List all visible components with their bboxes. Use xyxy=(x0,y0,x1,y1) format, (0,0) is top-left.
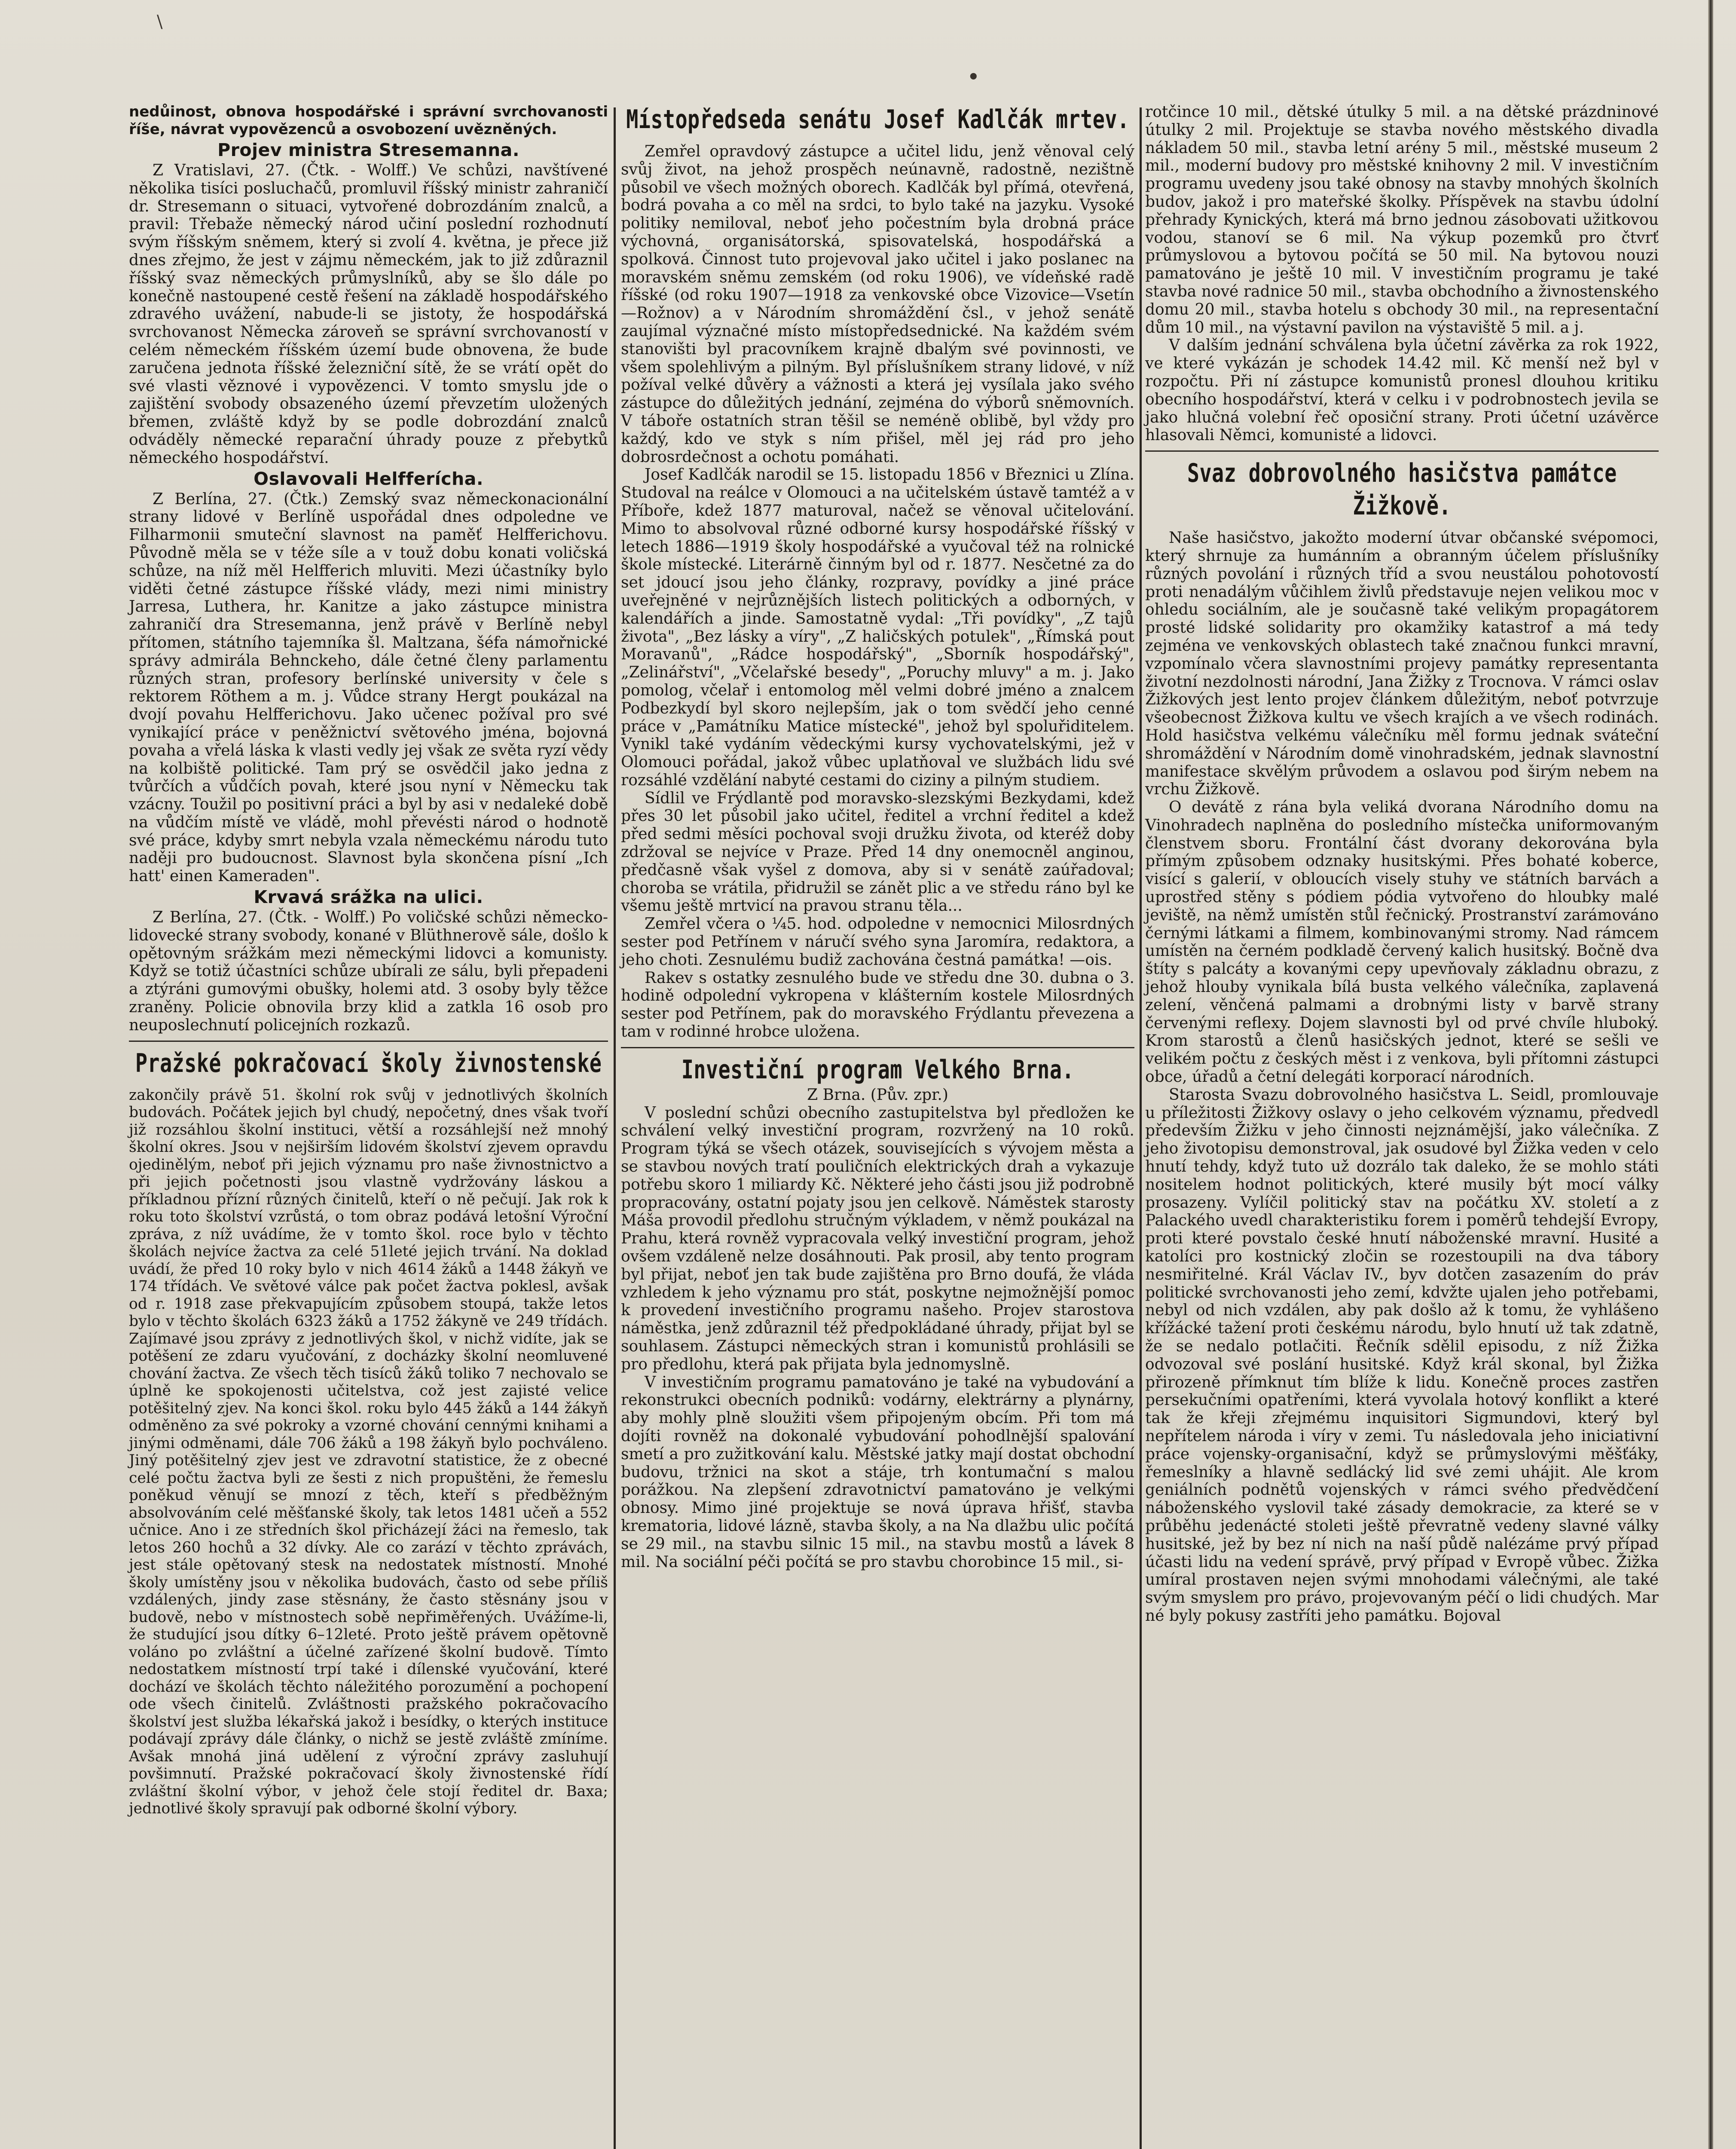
paragraph: Sídlil ve Frýdlantě pod moravsko-slezskými Bezkydami, kdež přes 30 let působil jako učitel, ředitel a vrchní ředitel a kdež před sedmi měsíci pochoval svoji družku života, od kteréž doby zdržoval se nejvíce v Praze. Před 14 dny onemocněl anginou, předčasně však vyšel z domova, aby si v senátě zaúřadoval; choroba se vrátila, přidružil se zánět plic a ve středu ráno byl ke všemu ještě mrtvicí na pravou stranu těla... xyxy=(621,789,1134,915)
column-3 xyxy=(1145,103,1659,1625)
column-rule-2 xyxy=(1140,107,1142,2149)
paragraph: Rakev s ostatky zesnulého bude ve středu dne 30. dubna o 3. hodině odpolední vykropena v klášterním kostele Milosrdných sester pod Petřínem, pak do moravského Frýdlantu převezena a tam v rodinné hrobce uložena. xyxy=(621,969,1134,1041)
dateline: Z Brna. (Pův. zpr.) xyxy=(807,1086,948,1104)
column-rule-1 xyxy=(614,107,616,2149)
paragraph: V poslední schůzi obecního zastupitelstva byl předložen ke schválení velký investiční program, rozvržený na 10 roků. Program týká se všech otázek, souvisejících s vývojem města a se stavbou nových tratí pouličních elektrických drah a vykazuje potřebu skoro 1 miliardy Kč. Některé jeho části jsou již podrobně propracovány, ostatní pojaty jsou jen celkově. Náměstek starosty Máša provodil předlohu stručným výkladem, v němž poukázal na Prahu, která rovněž vypracovala velký investiční program, jehož ovšem vzdáleně nelze dosáhnouti. Pak prosil, aby tento program byl přijat, neboť jen tak bude zajištěna pro Brno doufá, že vláda vzhledem k jeho významu pro stát, poskytne nejmožnější pomoc k provedení investičního programu našeho. Projev starostova náměstka, jenž zdůraznil též předpokládané úhrady, přijat byl se souhlasem. Zástupci německých stran i komunistů prohlásili se pro předlohu, která pak přijata byla jednomyslně. xyxy=(621,1104,1134,1373)
paragraph: Z Vratislavi, 27. (Čtk. - Wolff.) Ve schůzi, navštívené několika tisíci posluchačů, promluvil říšský ministr zahraničí dr. Stresemann o situaci, vytvořené dobrozdáním znalců, a pravil: Třebaže německý národ učiní poslední rozhodnutí svým říšským sněmem, který si zvolí 4. května, je přece již dnes zřejmo, že jest v zájmu německém, jak to již zdůraznil říšský svaz německých průmyslníků, aby se šlo dále po konečně nastoupené cestě řešení na základě hospodářského zdravého uvážení, nabude-li se jistoty, že hospodářská svrchovanost Německa zároveň se správní svrchovaností v celém německém říšském území bude obnovena, že bude zaručena jednota říšské železniční sítě, že se vrátí opět do své vlasti věznové i vypovězenci. V tomto smyslu jde o zajištění svobody obsazeného území převzetím uložených břemen, zvláště když by se podle dobrozdání znalců odváděly německé reparační úhrady pouze z přebytků německého hospodářství. xyxy=(129,162,608,467)
paragraph: Starosta Svazu dobrovolného hasičstva L. Seidl, promlouvaje u příležitosti Žižkovy oslavy o jeho celkovém významu, předvedl především Žižku v jeho činnosti nejznámější, jako válečníka. Z jeho životopisu demonstroval, jak osudové byl Žižka veden v celo hnutí tehdy, když tuto už dozrálo tak daleko, že se mohlo státi nositelem hodnot politických, které musily být mocí války prosazeny. Vylíčil politický stav na počátku XV. století a z Palackého uvedl charakteristiku forem i poměrů tehdejší Evropy, proti které povstalo české hnutí náboženské mravní. Husité a katolíci pro kostnický zločin se rozestoupili na dva tábory nesmiřitelné. Král Václav IV., byv dotčen zasazením do práv politické svrchovanosti jeho zemí, kdvžte ujalen jeho potřebami, nebyl od nich vzdálen, aby pak došlo až k tomu, že vyhlášeno křížácké tažení proti českému národu, bylo hnutí už tak zdatně, že se nedalo potlačiti. Řečník sdělil episodu, z níž Žižka odvozoval své poslání husitské. Když král skonal, byl Žižka přirozeně přímknut tím blíže k lidu. Konečně proces zastřen persekučními opatřeními, která vyvolala hotový konflikt a které tak že křeji zřejmému inquisitori Sigmundovi, který byl nepřítelem národa i víry v zemi. Tu následovala jeho iniciativní práce vojensky-organisační, když se průmyslovými měšťáky, řemeslníky a hlavně sedlácký lid své zemi uhájit. Ale krom geniálních podnětů vojenských v rámci svého předvědčení náboženského vyslovil také zásady demokracie, za které se v průběhu jedenácté stoleti ještě převratně vedeny slavné války husitské, jež by bez ní nich na naší půdě nalézáme prvý případ účasti lidu na vedení správě, prvý případ v Evropě vůbec. Žižka umíral prostaven nejen svými mnohodami válečnými, ale také svým smyslem pro právo, projevovaným péčí o lidi chudých. Mar né byly pokusy zastříti jeho památku. Bojoval xyxy=(1145,1086,1659,1625)
headline-brno-investment: Investiční program Velkého Brna. xyxy=(681,1054,1074,1085)
headline-kadlcak: Místopředseda senátu Josef Kadlčák mrtev. xyxy=(626,104,1130,135)
crease-mark: \ xyxy=(157,12,163,32)
paragraph: O devátě z rána byla veliká dvorana Národního domu na Vinohradech naplněna do posledního místečka uniformovaným členstvem sboru. Frontální část dvorany dekorována byla přímým způsobem odznaky husitskými. Přes bohaté koberce, visící s galerií, v obloucích visely stuhy ve státních barvách a uprostřed stěny s pódiem pódia vytvořeno do hloubky malé jeviště, na němž umístěn stůl řečnický. Prostranství zarámováno černými látkami a filmem, kombinovanými stromy. Nad rámcem umístěn na černém podkladě červený kalich husitský. Bočně dva štíty s palcáty a kovanými cepy upevňovaly základnu obrazu, z jehož hlouby vynikala bílá busta velkého válečníka, zaplavená zelení, věnčená palmami a drobnými listy v barvě strany červenými reflexy. Dojem slavnosti byl od prvé chvíle hluboký. Krom starostů a členů hasičských jednot, které se sešli ve velikém počtu z českých měst i z venkova, byli přítomni zástupci obce, úřadů a četní delegáti korporací národních. xyxy=(1145,799,1659,1086)
paragraph: Z Berlína, 27. (Čtk. - Wolff.) Po voličské schůzi německo-lidovecké strany svobody, konané v Blüthnerově sále, došlo k opětovným srážkám mezi německými lidovci a komunisty. Když se totiž účastníci schůze ubírali ze sálu, byli přepadeni a ztýráni gumovými obušky, holemi atd. 3 osoby byly těžce zraněny. Policie obnovila brzy klid a zatkla 16 osob pro neuposlechnutí policejních rozkazů. xyxy=(129,909,608,1034)
section-title-stresemann: Projev ministra Stresemanna. xyxy=(217,140,520,160)
article-separator xyxy=(129,1041,608,1042)
paragraph: rotčince 10 mil., dětské útulky 5 mil. a na dětské prázdninové útulky 2 mil. Projektuje se stavba nového městského divadla nákladem 50 mil., stavba letní arény 5 mil., městské museum 2 mil., moderní budovy pro městské knihovny 2 mil. V investičním programu uvedeny jsou také obnosy na stavby mnohých školních budov, jakož i pro mateřské školky. Příspěvek na stavbu údolní přehrady Kynických, která má brno jednou zásobovati užitkovou vodou, stanoví se 6 mil. Na výkup pozemků pro čtvrť průmyslovou a bytovou počítá se 50 mil. Na bytovou nouzi pamatováno je ještě 10 mil. V investičním programu je také stavba nové radnice 50 mil., stavba obchodního a živnostenského domu 20 mil., stavba hotelu s obchody 30 mil., na representační dům 10 mil., na výstavní pavilon na výstaviště 5 mil. a j. xyxy=(1145,103,1659,337)
paragraph: V investičním programu pamatováno je také na vybudování a rekonstrukci obecních podniků: vodárny, elektrárny a plynárny, aby mohly plně sloužiti všem připojeným obcím. Při tom má dojíti rovněž na dokonalé vybudování pohodlnější spalování smetí a pro zužitkování kalu. Městské jatky mají dostat obchodní budovu, tržnici na skot a stáje, trh kontumační s malou porážkou. Na zlepšení zdravotnictví pamatováno je velkými obnosy. Mimo jiné projektuje se nová úprava hřišť, stavba krematoria, lidové lázně, stavba školy, a na Na dlažbu ulic počítá se 29 mil., na stavbu silnic 15 mil., na stavbu mostů a lávek 8 mil. Na sociální péči počítá se pro stavbu chorobince 15 mil., si- xyxy=(621,1373,1134,1571)
headline-firefighters-zizka: Svaz dobrovolného hasičstva památce Žižkově. xyxy=(1187,458,1617,521)
paragraph: Zemřel včera o ¼5. hod. odpoledne v nemocnici Milosrdných sester pod Petřínem v náručí svého syna Jaromíra, redaktora, a jeho choti. Zesnulému budiž zachována čestná památka! —ois. xyxy=(621,915,1134,969)
paragraph: V dalším jednání schválena byla účetní závěrka za rok 1922, ve které vykázán je schodek 14.42 mil. Kč menší než byl v rozpočtu. Při ní zástupce komunistů pronesl dlouhou kritiku obecního hospodářství, která v celku i v podrobnostech jevila se jako hlučná volební řeč oposiční strany. Proti účetní uzávěrce hlasovali Němci, komunisté a lidovci. xyxy=(1145,337,1659,444)
paragraph: Zemřel opravdový zástupce a učitel lidu, jenž věnoval celý svůj život, na jehož prospěch neúnavně, radostně, nezištně působil ve všech možných oborech. Kadlčák byl přímá, otevřená, bodrá povaha a co měl na srdci, to bylo také na jazyku. Vysoké politiky nemiloval, neboť jeho počestním byla drobná práce výchovná, organisátorská, spisovatelská, hospodářská a spolková. Činnost tuto projevoval jako učitel i jako poslanec na moravském sněmu zemském (od roku 1906), ve vídeňské radě říšské (od roku 1907—1918 za venkovské obce Vizovice—Vsetín—Rožnov) a v Národním shromáždění čsl., v jehož senátě zaujímal význačné místo místopředsednické. Na každém svém stanovišti byl pracovníkem krajně dbalým své povinnosti, ve všem spolehlivým a pilným. Byl příslušníkem strany lidové, v níž požíval velké důvěry a vážnosti a která jej vysílala jako svého zástupce do důležitých jednání, zejména do výborů sněmovních. V táboře ostatních stran těšil se neméně oblibě, byl vždy pro každý, kdo ve styk s ním přišel, měl jej rád pro jeho dobrosrdečnost a ochotu pomáhati. xyxy=(621,143,1134,466)
section-title-clash: Krvavá srážka na ulici. xyxy=(254,887,483,908)
article-separator xyxy=(1145,450,1659,452)
section-title-helfferich: Oslavovali Helfferícha. xyxy=(254,468,483,489)
column-2 xyxy=(621,103,1134,1571)
column-1 xyxy=(129,103,608,1818)
article-continuation-intro: nedůinost, obnova hospodářské i správní svrchovanosti říše, návrat vypovězenců a osvobození uvězněných. xyxy=(129,103,608,138)
paragraph: Naše hasičstvo, jakožto moderní útvar občanské svépomoci, který shrnuje za humánním a obranným účelem příslušníky různých povolání i různých tříd a svou neustálou pohotovostí proti nenadálým vůčihlem živlů představuje nejen velikou moc v ohledu sociálním, ale je současně také velikým propagátorem prosté lidské solidarity pro okamžiky katastrof a má tedy zejména ve venkovských oblastech také značnou funkci mravní, vzpomínalo včera slavnostními projevy památky representanta životní nezdolnosti národní, Jana Žižky z Trocnova. V rámci oslav Žižkových jest lento projev článkem důležitým, neboť potvrzuje všeobecnost Žižkova kultu ve všech krajích a ve všech rodinách. Hold hasičstva velkému válečníku měl formu jednak sváteční shromáždění v Národním domě vinohradském, jednak slavnostní manifestace skvělým průvodem a oslavou pod širým nebem na vrchu Žižkově. xyxy=(1145,529,1659,799)
paragraph: Josef Kadlčák narodil se 15. listopadu 1856 v Březnici u Zlína. Studoval na reálce v Olomouci a na učitelském ústavě tamtéž a v Příboře, kdež 1877 maturoval, načež se věnoval učitelování. Mimo to absolvoval různé odborné kursy hospodářské říšský v letech 1886—1919 školy hospodářské a vyučoval též na rolnické škole místecké. Literárně činným byl od r. 1877. Nesčetné za do set jdoucí jsou jeho články, rozpravy, povídky a jiné práce uveřejněné v nejrůznějších listech politických a odborných, v kalendářích a jinde. Samostatně vydal: „Tři povídky", „Z tajů života", „Bez lásky a víry", „Z haličských potulek", „Římská pout Moravanů", „Rádce hospodářský", „Sborník hospodářský", „Zelinářství", „Včelařské besedy", „Poruchy mluvy" a m. j. Jako pomolog, včelař i entomolog měl velmi dobré jméno a znalcem Podbezkydí byl skoro nejlepším, jak o tom svědčí jeho cenné práce v „Památníku Matice místecké", jehož byl spoluřiditelem. Vynikl také vydáním vědeckými kursy vychovatelskými, jež v Olomouci pořádal, jakož vůbec uplatňoval ve službách lidu své rozsáhlé vzdělání nabyté cestami do ciziny a pilným studiem. xyxy=(621,466,1134,789)
paragraph: zakončily právě 51. školní rok svůj v jednotlivých školních budovách. Počátek jejich byl chudý, nepočetný, dnes však tvoří již rozsáhlou školní instituci, větší a rozsáhlejší než mnohý školní okres. Jsou v nejširším lidovém školství zjevem opravdu ojedinělým, neboť při jejich významu pro naše živnostnictvo a při jejich početnosti jsou vlastně vydržovány láskou a příkladnou přízní různých činitelů, kteří o ně pečují. Jak rok k roku toto školství vzrůstá, o tom obraz podává letošní Výroční zpráva, z níž uvádíme, že v tomto škol. roce bylo v těchto školách nejvíce žactva za celé 51leté jejich trvání. Na doklad uvádí, že před 10 roky bylo v nich 4614 žáků a 1448 žákyň ve 174 třídách. Ve světové válce pak počet žactva poklesl, avšak od r. 1918 zase překvapujícím způsobem stoupá, takže letos bylo v těchto školách 6323 žáků a 1752 žákyně ve 249 třídách. Zajímavé jsou zprávy z jednotlivých škol, v nichž vidíte, jak se potěšení ze zdaru vyučování, z docházky školní neomluvené chování žactva. Ze všech těch tisíců žáků toliko 7 nechovalo se úplně ke spokojenosti učitelstva, což jest zajisté velice potěšitelný zjev. Na konci škol. roku bylo 445 žáků a 144 žákyň odměněno za své pokroky a vzorné chování cennými knihami a jinými odměnami, dále 706 žáků a 198 žákyň bylo pochváleno. Jiný potěšitelný zjev jest ve zdravotní statistice, že z obecné celé počtu žactva byli ze šesti z nich propuštěni, že řemeslu poněkud věnují se mnozí z těch, kteří s předběžným absolvováním celé měšťanské školy, tak letos 1481 učeň a 552 učnice. Ano i ze středních škol přicházejí žáci na řemeslo, tak letos 260 hochů a 32 dívky. Ale co zarází v těchto zprávách, jest stále opětovaný stesk na nedostatek místností. Mnohé školy umístěny jsou v několika budovách, často od sebe příliš vzdálených, jindy zase stěsnány, že často stěsnány jsou v budově, nebo v místnostech sobě nepřiměřených. Uvážíme-li, že studující jsou dítky 6–12leté. Proto ještě právem opětovně voláno po zvláštní a účelné zařízené školní budově. Tímto nedostatkem místností trpí také i dílenské vyučování, které dochází ve školách těchto náležitého porozumění a pochopení ode všech činitelů. Zvláštnosti pražského pokračovacího školství jest služba lékařská jakož i besídky, o kterých instituce podávají zprávy dále články, o nichž se jestě zvláště zmíníme. Avšak mnohá jiná udělení z výroční zprávy zasluhují povšimnutí. Pražské pokračovací školy živnostenské řídí zvláštní školní výbor, v jehož čele stojí ředitel dr. Baxa; jednotlivé školy spravují pak odborné školní výbory. xyxy=(129,1086,608,1818)
ink-dot: • xyxy=(967,64,980,90)
article-separator xyxy=(621,1047,1134,1048)
headline-prague-schools: Pražské pokračovací školy živnostenské xyxy=(135,1048,602,1078)
paragraph: Z Berlína, 27. (Čtk.) Zemský svaz německonacionální strany lidové v Berlíně uspořádal dnes odpoledne ve Filharmonii smuteční slavnost na paměť Helfferichovu. Původně měla se v téže síle a v touž dobu konati voličská schůze, na níž měl Helfferich mluviti. Mezi účastníky bylo viděti četné zástupce říšské vlády, mezi nimi ministry Jarresa, Luthera, hr. Kanitze a jako zástupce ministra zahraničí dra Stresemanna, jenž právě v Berlíně nebyl přítomen, státního tajemníka šl. Maltzana, šéfa námořnické správy admirála Behnckeho, dále četné členy parlamentu různých stran, profesory berlínské university v čele s rektorem Röthem a m. j. Vůdce strany Hergt poukázal na dvojí povahu Helfferichovu. Jako učenec požíval pro své vynikající práce v peněžnictví světového jména, bojovná povaha a vřelá láska k vlasti vedly jej však ze světa ryzí vědy na kolbiště politické. Tam prý se osvědčil jako jedna z tvůrčích a vůdčích povah, které jsou nyní v Německu tak vzácny. Toužil po positivní práci a byl by asi v nedaleké době na vůdčím místě ve vládě, mohl převésti národ o hodnotě své práce, kdyby smrt nebyla vzala německému národu tuto naději pro budoucnost. Slavnost byla skončena písní „Ich hatt' einen Kameraden". xyxy=(129,490,608,885)
